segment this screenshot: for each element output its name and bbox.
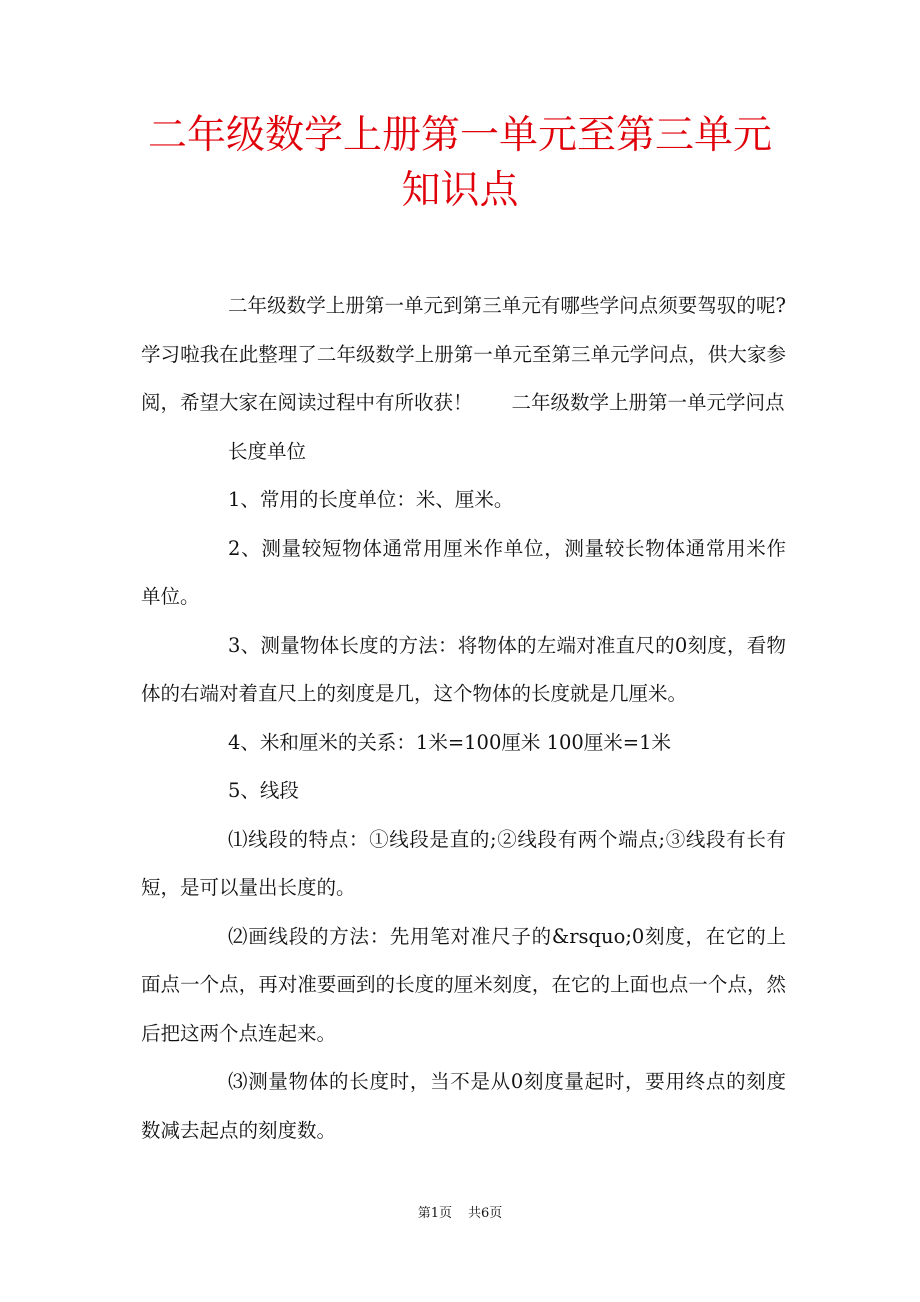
total-pages: 共6页	[468, 1206, 503, 1221]
paragraph-subitem-2: ⑵画线段的方法：先用笔对准尺子的&rsquo;0刻度，在它的上面点一个点，再对准要画到的长度的厘米刻度，在它的上面也点一个点，然后把这两个点连起来。	[141, 924, 786, 1045]
paragraph-item-3: 3、测量物体长度的方法：将物体的左端对准直尺的0刻度，看物体的右端对着直尺上的刻度是几，这个物体的长度就是几厘米。	[141, 633, 786, 705]
section-heading-length-units: 长度单位	[228, 439, 307, 463]
page-number: 第1页	[417, 1206, 452, 1221]
paragraph-subitem-1: ⑴线段的特点：①线段是直的;②线段有两个端点;③线段有长有短，是可以量出长度的。	[141, 827, 786, 899]
paragraph-item-2: 2、测量较短物体通常用厘米作单位，测量较长物体通常用米作单位。	[141, 536, 786, 608]
document-title: 二年级数学上册第一单元至第三单元知识点	[147, 113, 772, 213]
paragraph-item-4: 4、米和厘米的关系：1米=100厘米 100厘米=1米	[228, 730, 672, 754]
paragraph-subitem-3: ⑶测量物体的长度时，当不是从0刻度量起时，要用终点的刻度数减去起点的刻度数。	[141, 1070, 786, 1142]
paragraph-item-1: 1、常用的长度单位：米、厘米。	[228, 488, 514, 511]
paragraph-intro: 二年级数学上册第一单元到第三单元有哪些学问点须要驾驭的呢?学习啦我在此整理了二年级数学上册第一单元至第三单元学问点，供大家参阅，希望大家在阅读过程中有所收获！ 二年级数学上册第一单元学问点	[141, 294, 786, 414]
page-footer	[0, 1204, 920, 1224]
paragraph-item-5: 5、线段	[228, 779, 299, 802]
document-body	[141, 282, 786, 1155]
